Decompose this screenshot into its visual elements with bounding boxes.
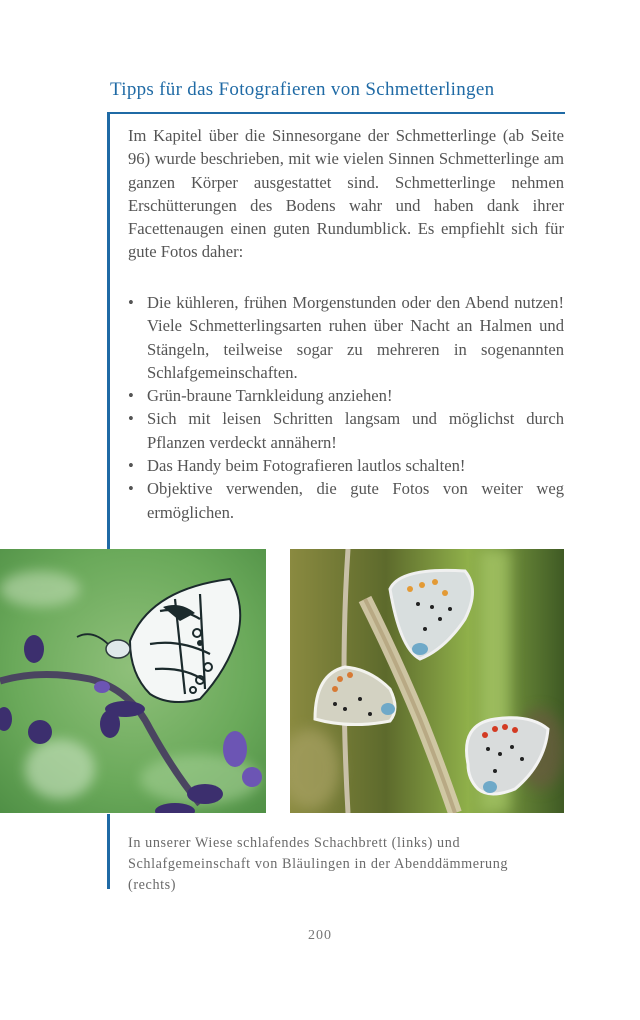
frame-top-rule	[108, 112, 565, 114]
bullet-icon: •	[128, 479, 134, 499]
tip-item: • Objektive verwenden, die gute Fotos von weiter weg ermöglichen.	[128, 479, 564, 522]
butterfly-photo-right-icon	[290, 549, 564, 813]
photo-blue-butterflies	[290, 549, 564, 813]
section-heading: Tipps für das Fotografieren von Schmetterlingen	[110, 79, 495, 100]
tip-item: • Grün-braune Tarnkleidung anziehen!	[128, 384, 564, 407]
photo-marbled-white-butterfly	[0, 549, 266, 813]
butterfly-photo-left-icon	[0, 549, 266, 813]
frame-left-rule	[107, 112, 110, 549]
photo-caption: In unserer Wiese schlafendes Schachbrett (links) und Schlafgemeinschaft von Bläulingen in der Abenddämmerung (rechts)	[128, 835, 509, 893]
tips-list	[128, 291, 564, 524]
page-number: 200	[308, 928, 332, 943]
bullet-icon: •	[128, 386, 134, 406]
tip-item: • Das Handy beim Fotografieren lautlos schalten!	[128, 454, 564, 477]
bullet-icon: •	[128, 409, 134, 429]
bullet-icon: •	[128, 456, 134, 476]
intro-paragraph: Im Kapitel über die Sinnesorgane der Schmetterlinge (ab Seite 96) wurde beschrieben, mit wie vielen Sinnen Schmetterlinge am ganzen Körper ausgestattet sind. Schmetterlinge nehmen Erschütterungen des Bodens wahr und haben dank ihrer Facettenaugen einen guten Rundumblick. Es empfiehlt sich für gute Fotos daher:	[128, 126, 564, 262]
tip-item: • Die kühleren, frühen Morgenstunden oder den Abend nutzen! Viele Schmetterlingsarten ruhen über Nacht an Halmen und Stängeln, teilweise sogar zu mehreren in sogenannten Schlafgemeinschaften.	[128, 293, 564, 382]
tip-item: • Sich mit leisen Schritten langsam und möglichst durch Pflanzen verdeckt annähern!	[128, 409, 564, 452]
bullet-icon: •	[128, 293, 134, 312]
frame-left-rule-caption	[107, 814, 110, 889]
